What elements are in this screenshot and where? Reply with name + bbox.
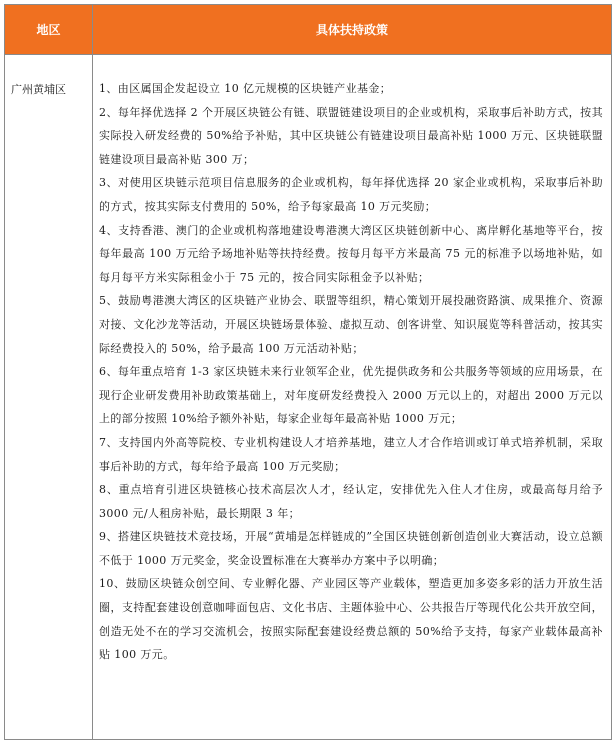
policy-item-6: 6、每年重点培育 1-3 家区块链未来行业领军企业，优先提供政务和公共服务等领域的应用场景，在现行企业研发费用补助政策基础上，对年度研发经费投入 2000 万元以上的，对超出 2000 万元以上的部分按照 10%给予额外补贴，每家企业每年最高补贴 1000 万元； <box>99 365 603 426</box>
policy-item-8: 8、重点培育引进区块链核心技术高层次人才，经认定，安排优先入住人才住房，或最高每月给予 3000 元/人租房补贴，最长期限 3 年； <box>99 483 603 520</box>
header-policy: 具体扶持政策 <box>315 23 388 37</box>
table-header-row <box>5 5 611 55</box>
policy-item-2: 2、每年择优选择 2 个开展区块链公有链、联盟链建设项目的企业或机构，采取事后补助方式，按其实际投入研发经费的 50%给予补贴，其中区块链公有链建设项目最高补贴 1000 万元、区块链联盟链建设项目最高补贴 300 万； <box>99 105 603 166</box>
policy-item-4: 4、支持香港、澳门的企业或机构落地建设粤港澳大湾区区块链创新中心、离岸孵化基地等平台，按每年最高 100 万元给予场地补贴等扶持经费。按每月每平方米最高 75 元的标准予以场地补贴，如每月每平方米实际租金小于 75 元的，按合同实际租金予以补贴； <box>99 223 603 284</box>
policy-item-9: 9、搭建区块链技术竞技场，开展“黄埔是怎样链成的”全国区块链创新创造创业大赛活动，设立总额不低于 1000 万元奖金，奖金设置标准在大赛举办方案中予以明确； <box>99 530 603 567</box>
policy-cell <box>93 55 611 739</box>
policy-item-5: 5、鼓励粤港澳大湾区的区块链产业协会、联盟等组织，精心策划开展投融资路演、成果推介、资源对接、文化沙龙等活动，开展区块链场景体验、虚拟互动、创客讲堂、知识展览等科普活动，按其实际经费投入的 50%，给予最高 100 万元活动补贴； <box>99 294 603 355</box>
policy-item-7: 7、支持国内外高等院校、专业机构建设人才培养基地，建立人才合作培训或订单式培养机制，采取事后补助的方式，每年给予最高 100 万元奖励； <box>99 435 603 473</box>
header-region: 地区 <box>5 5 93 54</box>
policy-item-10: 10、鼓励区块链众创空间、专业孵化器、产业园区等产业载体，塑造更加多姿多彩的活力开放生活圈，支持配套建设创意咖啡面包店、文化书店、主题体验中心、公共报告厅等现代化公共开放空间，创造无处不在的学习交流机会，按照实际配套建设经费总额的 50%给予支持，每家产业载体最高补贴 100 万元。 <box>99 577 603 662</box>
region-cell: 广州黄埔区 <box>5 55 93 739</box>
policy-item-3: 3、对使用区块链示范项目信息服务的企业或机构，每年择优选择 20 家企业或机构，采取事后补助的方式，按其实际支付费用的 50%，给予每家最高 10 万元奖励； <box>99 176 603 213</box>
policy-table <box>4 4 612 740</box>
policy-item-1: 1、由区属国企发起设立 10 亿元规模的区块链产业基金； <box>99 82 392 95</box>
table-row <box>5 55 611 739</box>
